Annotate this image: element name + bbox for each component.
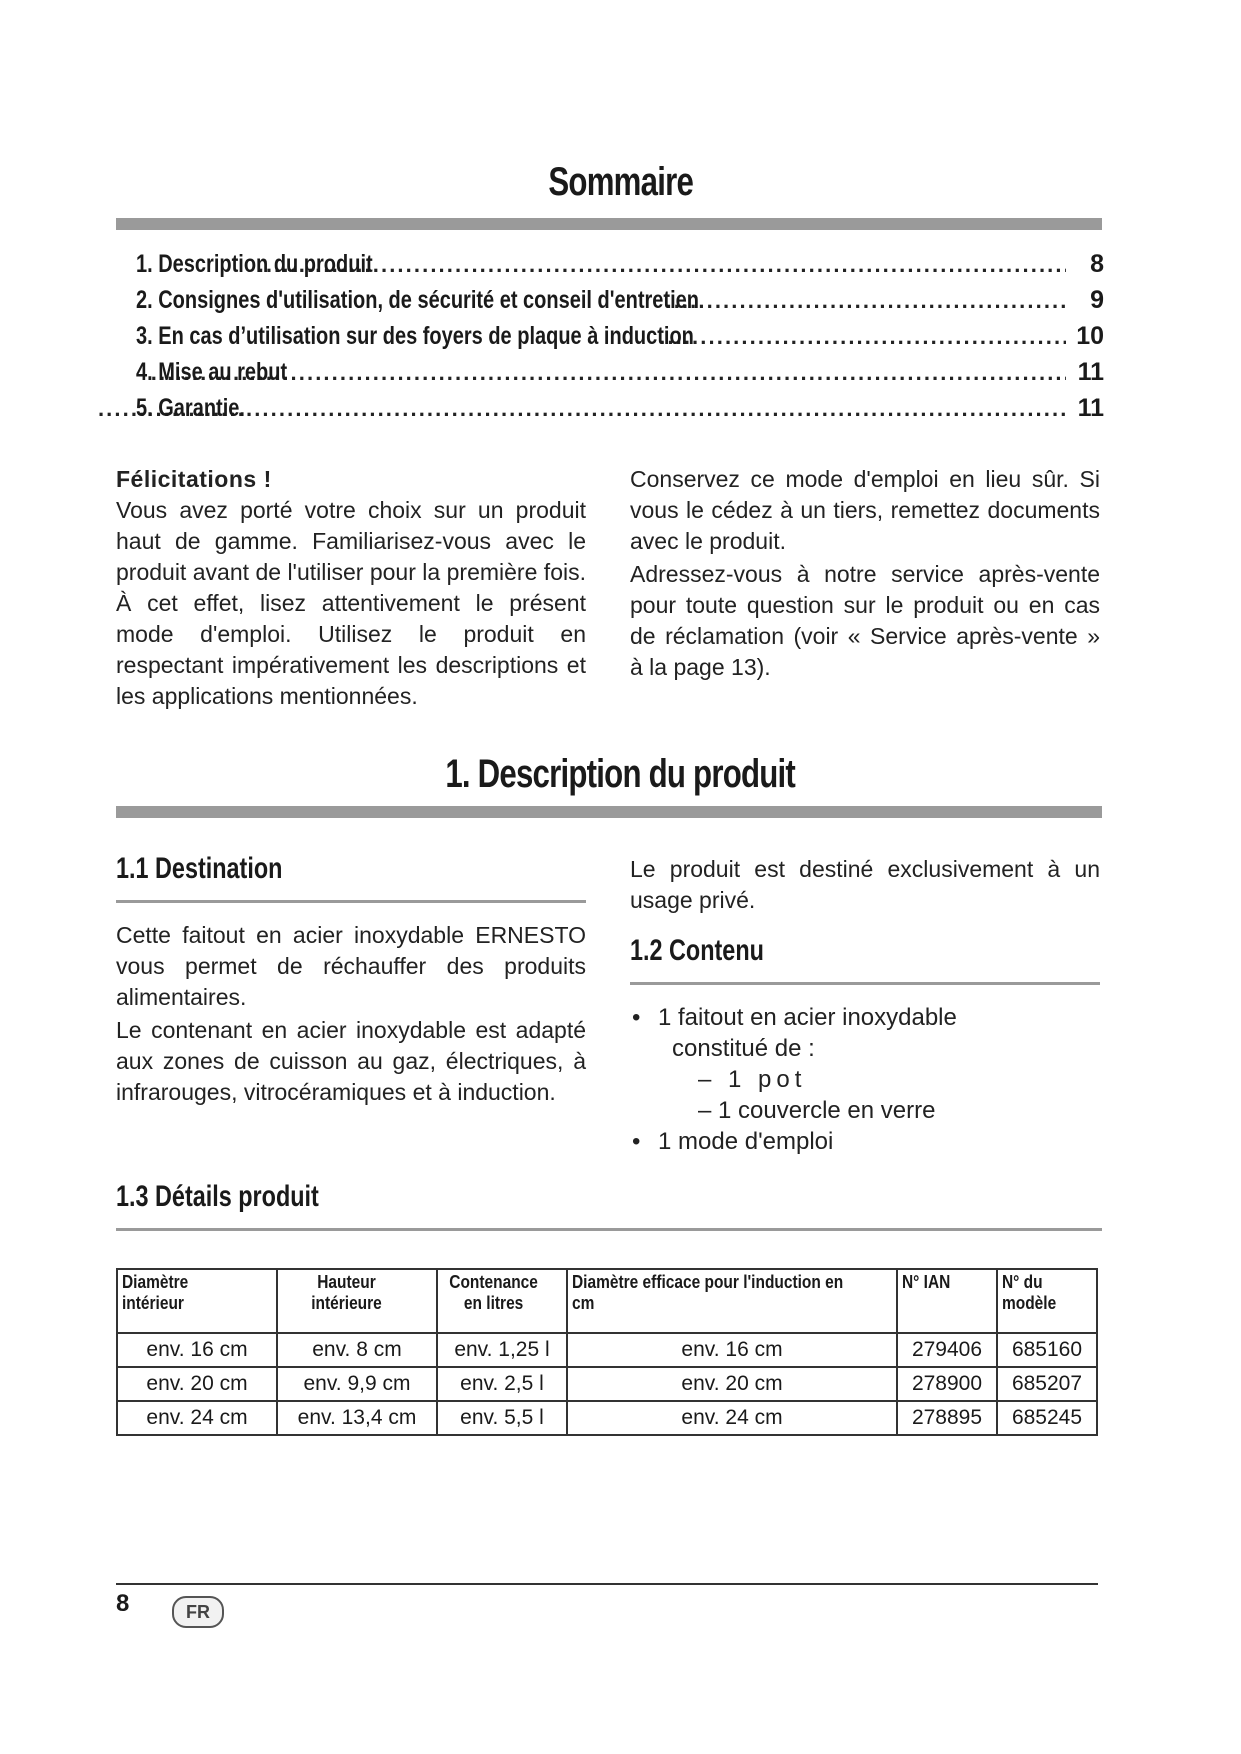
toc-item[interactable] [136,322,1104,358]
contenu-item-1: 1 faitout en acier inoxydable [658,1004,957,1031]
table-row [117,1367,1097,1401]
table-cell: env. 20 cm [117,1367,277,1401]
table-cell: 685160 [997,1333,1097,1367]
details-underline [116,1228,1102,1231]
toc-item-label: 4. Mise au rebut [136,358,288,386]
table-cell: env. 24 cm [117,1401,277,1435]
table-row [117,1333,1097,1367]
toc-item[interactable] [136,250,1104,286]
contenu-list [630,1002,1100,1157]
contenu-sub-item: – 1 couvercle en verre [698,1097,936,1124]
table-header-cell: N° du modèle [997,1269,1097,1333]
table-cell: 685207 [997,1367,1097,1401]
table-cell: 279406 [897,1333,997,1367]
contenu-sub-item: – 1 pot [698,1066,807,1093]
table-of-contents [136,250,1104,430]
destination-paragraph-1: Cette faitout en acier inoxydable ERNESTO vous permet de réchauffer des produits alimentaires. [116,922,586,1010]
toc-leader-dots [665,288,1066,314]
toc-item-page: 8 [1090,250,1104,278]
toc-leader-dots [659,324,1066,350]
table-cell: env. 16 cm [567,1333,897,1367]
destination-right-text [630,854,1100,916]
toc-leader-dots [151,360,1066,386]
toc-leader-dots [258,252,1066,278]
language-badge: FR [172,1596,224,1628]
toc-item[interactable] [136,358,1104,394]
toc-item-page: 10 [1076,322,1104,350]
intro-right-paragraph-2: Adressez-vous à notre service après-vente pour toute question sur le produit ou en cas de réclamation (voir « Service après-vente » à la page 13). [630,561,1100,680]
contenu-underline [630,982,1100,985]
table-header-row [117,1269,1097,1333]
toc-item-page: 11 [1077,394,1104,422]
intro-right-column [630,464,1100,683]
table-cell: 278900 [897,1367,997,1401]
destination-heading: 1.1 Destination [116,852,283,885]
destination-underline [116,900,586,903]
toc-item[interactable] [136,394,1104,430]
table-cell: env. 16 cm [117,1333,277,1367]
table-header-cell: Contenance en litres [437,1269,567,1333]
destination-paragraph-3: Le produit est destiné exclusivement à un usage privé. [630,856,1100,913]
intro-left-text: Vous avez porté votre choix sur un produit haut de gamme. Familiarisez-vous avec le produit avant de l'utiliser pour la première fois. À cet effet, lisez attentivement le présent mode d'emploi. Utilisez le produit en respectant impérativement les descriptions et les applications mentionnées. [116,497,586,709]
table-cell: env. 9,9 cm [277,1367,437,1401]
toc-item-label: 5. Garantie. [136,394,245,422]
table-cell: env. 20 cm [567,1367,897,1401]
destination-text [116,920,586,1108]
list-item [630,1126,1100,1157]
table-header-cell: N° IAN [897,1269,997,1333]
table-header-cell: Hauteur intérieure [277,1269,437,1333]
table-header-cell: Diamètre efficace pour l'induction en cm [567,1269,897,1333]
section-1-title-bar [116,806,1102,818]
toc-title: Sommaire [548,160,693,204]
contenu-heading: 1.2 Contenu [630,934,764,967]
intro-left-column [116,464,586,712]
toc-item[interactable] [136,286,1104,322]
table-row [117,1401,1097,1435]
table-cell: 278895 [897,1401,997,1435]
contenu-item-1-sub: constitué de : [672,1035,815,1062]
intro-right-paragraph-1: Conservez ce mode d'emploi en lieu sûr. Si vous le cédez à un tiers, remettez documents avec le produit. [630,466,1100,554]
page-number: 8 [116,1590,130,1617]
table-header-cell: Diamètre intérieur [117,1269,277,1333]
table-cell: env. 1,25 l [437,1333,567,1367]
product-details-table [116,1268,1098,1436]
toc-item-page: 11 [1077,358,1104,386]
details-heading: 1.3 Détails produit [116,1180,319,1213]
destination-paragraph-2: Le contenant en acier inoxydable est adapté aux zones de cuisson au gaz, électriques, à infrarouges, vitrocéramiques et à induction. [116,1017,586,1105]
intro-title: Félicitations ! [116,466,272,492]
table-cell: env. 2,5 l [437,1367,567,1401]
table-cell: env. 13,4 cm [277,1401,437,1435]
toc-item-label: 3. En cas d’utilisation sur des foyers de plaque à induction [136,322,694,350]
list-item [630,1002,1100,1126]
footer-rule [116,1583,1098,1585]
toc-title-bar [116,218,1102,230]
section-1-title: 1. Description du produit [445,752,796,796]
table-cell: env. 8 cm [277,1333,437,1367]
contenu-item-2: 1 mode d'emploi [658,1128,834,1155]
table-cell: env. 24 cm [567,1401,897,1435]
table-cell: env. 5,5 l [437,1401,567,1435]
toc-item-label: 1. Description du produit [136,250,373,278]
toc-item-page: 9 [1090,286,1104,314]
table-cell: 685245 [997,1401,1097,1435]
toc-item-label: 2. Consignes d'utilisation, de sécurité et conseil d'entretien [136,286,699,314]
